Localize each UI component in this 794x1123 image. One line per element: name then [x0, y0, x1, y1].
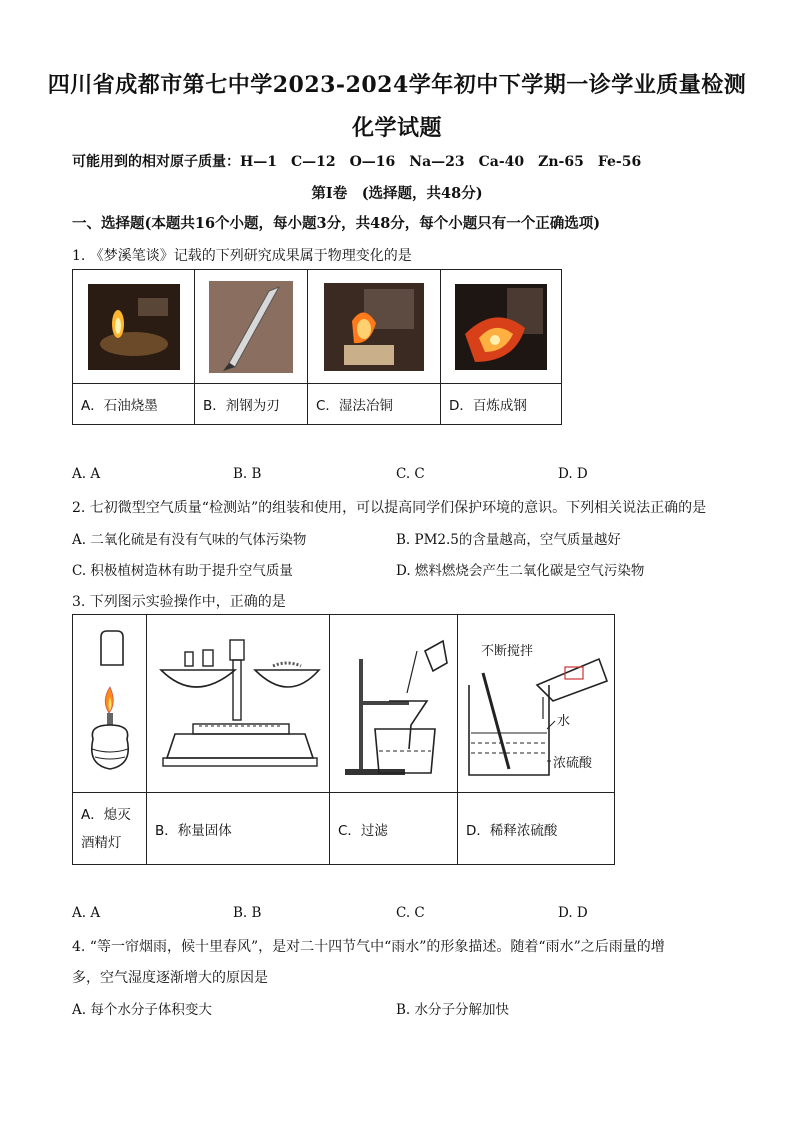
- q1-image-table: [72, 269, 562, 425]
- q3-option-a-line2: 酒精灯: [81, 834, 122, 851]
- q4-option-a: A. 每个水分子体积变大: [72, 1002, 212, 1018]
- q1-answer-c: C. C: [396, 466, 425, 482]
- filtration-diagram: [339, 629, 449, 779]
- copper-smelting-photo: [324, 283, 424, 371]
- exam-subject-title: 化学试题: [351, 115, 442, 141]
- q1-option-cell-b: B．剂钢为刃: [195, 384, 308, 425]
- stir-label: 不断搅拌: [481, 643, 534, 659]
- q4-stem-line1: 4. “等一帘烟雨，候十里春风”，是对二十四节气中“雨水”的形象描述。随着“雨水”之后雨量的增: [72, 939, 665, 955]
- q3-option-cell-d: D．稀释浓硫酸: [458, 793, 615, 865]
- q3-stem: 3. 下列图示实验操作中，正确的是: [72, 594, 286, 610]
- q3-image-table: [72, 614, 615, 865]
- q3-answer-c: C. C: [396, 905, 425, 921]
- atomic-masses-line: 可能用到的相对原子质量：H—1 C—12 O—16 Na—23 Ca-40 Zn-65 Fe-56: [72, 154, 642, 170]
- exam-title: 四川省成都市第七中学2023-2024学年初中下学期一诊学业质量检测: [47, 72, 747, 98]
- q3-answer-b: B. B: [233, 905, 262, 921]
- q3-option-cell-a: [73, 793, 147, 865]
- volume-heading: 第Ⅰ卷 (选择题，共48分): [311, 185, 483, 202]
- q4-stem-line2: 多，空气湿度逐渐增大的原因是: [72, 970, 268, 986]
- dilution-diagram: [461, 629, 611, 779]
- q3-option-a-line1: A．熄灭: [81, 806, 131, 823]
- balance-diagram: [155, 634, 321, 774]
- q1-stem: 1. 《梦溪笔谈》记载的下列研究成果属于物理变化的是: [72, 248, 412, 264]
- q3-answer-a: A. A: [72, 905, 101, 921]
- water-label: 水: [557, 713, 571, 729]
- q1-option-cell-d: D．百炼成钢: [441, 384, 562, 425]
- q3-option-cell-b: B．称量固体: [147, 793, 330, 865]
- section-heading: 一、选择题(本题共16个小题，每小题3分，共48分，每个小题只有一个正确选项): [72, 215, 601, 232]
- alcohol-lamp-diagram: [79, 629, 141, 779]
- q3-option-cell-c: C．过滤: [330, 793, 458, 865]
- q2-option-d: D. 燃料燃烧会产生二氧化碳是空气污染物: [396, 563, 645, 579]
- q2-option-c: C. 积极植树造林有助于提升空气质量: [72, 563, 293, 579]
- q1-answer-b: B. B: [233, 466, 262, 482]
- q3-answer-d: D. D: [558, 905, 588, 921]
- sulfuric-acid-label: 浓硫酸: [553, 755, 593, 771]
- q1-answer-a: A. A: [72, 466, 101, 482]
- q2-option-a: A. 二氧化硫是有没有气味的气体污染物: [72, 532, 307, 548]
- q1-answer-d: D. D: [558, 466, 588, 482]
- steel-blade-photo: [209, 281, 293, 373]
- q1-option-cell-c: C．湿法冶铜: [308, 384, 441, 425]
- q2-option-b: B. PM2.5的含量越高，空气质量越好: [396, 532, 621, 548]
- q1-option-cell-a: A．石油烧墨: [73, 384, 195, 425]
- q2-stem: 2. 七初微型空气质量“检测站”的组装和使用，可以提高同学们保护环境的意识。下列相关说法正确的是: [72, 500, 707, 516]
- oil-lamp-photo: [88, 284, 180, 370]
- q4-option-b: B. 水分子分解加快: [396, 1002, 510, 1018]
- steel-making-photo: [455, 284, 547, 370]
